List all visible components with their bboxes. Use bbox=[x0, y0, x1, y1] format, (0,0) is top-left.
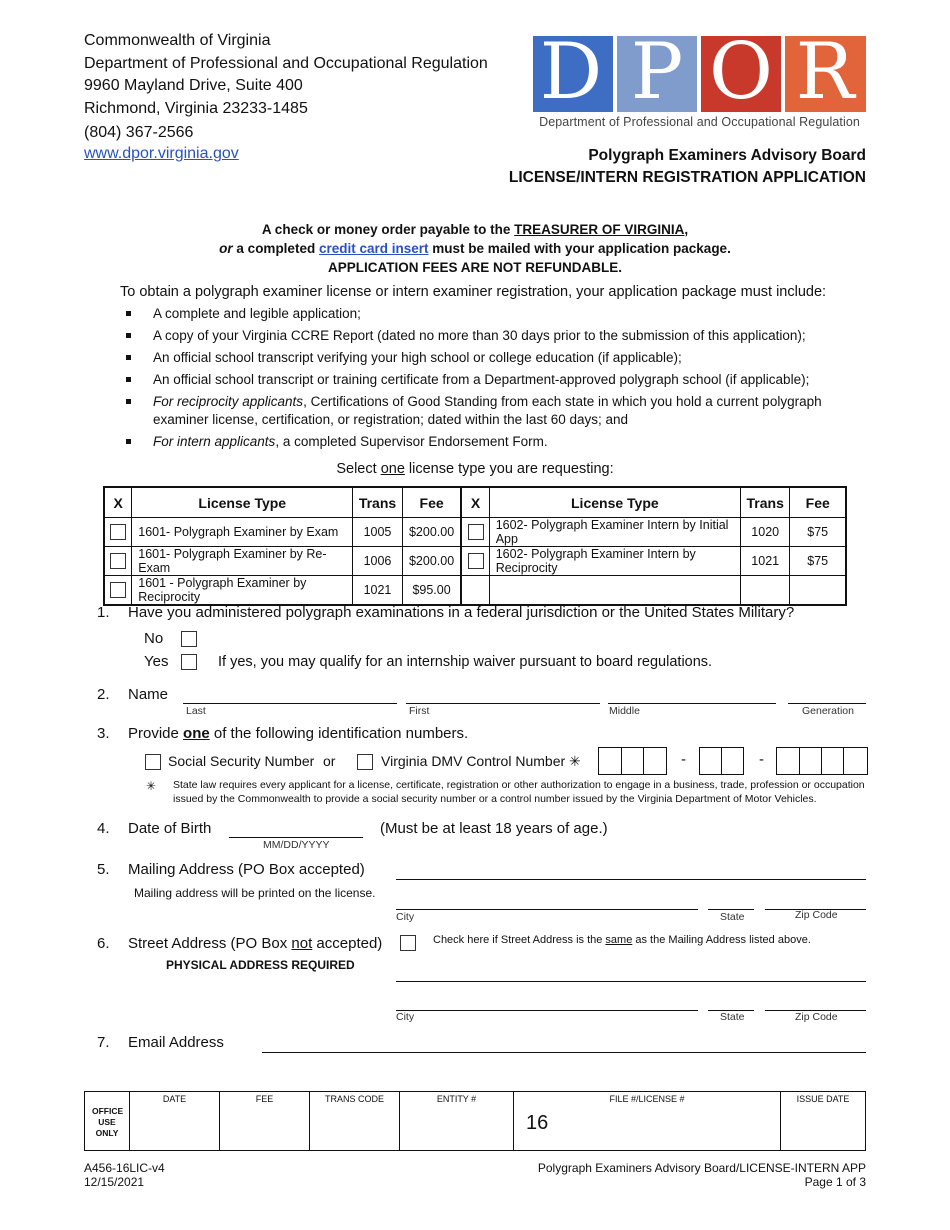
requirement-text: , Certifications of Good Standing from each state in which you hold a current polygraph examiner license, certification, or registration; dated within the last 60 days; and bbox=[153, 394, 822, 427]
same-label-text: as the Mailing Address listed above. bbox=[632, 934, 811, 946]
col-header-license-type: License Type bbox=[489, 487, 740, 518]
age-note: (Must be at least 18 years of age.) bbox=[380, 820, 608, 837]
city-caption: City bbox=[396, 1011, 415, 1023]
middle-name-caption: Middle bbox=[609, 705, 640, 717]
question-number: 4. bbox=[97, 820, 110, 837]
fee-cell: $75 bbox=[790, 518, 846, 547]
form-title: LICENSE/INTERN REGISTRATION APPLICATION bbox=[508, 169, 866, 186]
city-caption: City bbox=[396, 911, 415, 923]
mailing-state-field[interactable] bbox=[708, 909, 754, 910]
mailing-city-field[interactable] bbox=[396, 909, 698, 910]
mailing-street-field[interactable] bbox=[396, 879, 866, 880]
same-label-emphasis: same bbox=[605, 934, 633, 946]
dob-field[interactable] bbox=[229, 837, 363, 838]
license-type-table bbox=[103, 486, 847, 606]
question-number: 7. bbox=[97, 1034, 110, 1051]
q1-no-checkbox[interactable] bbox=[181, 631, 197, 647]
question-1-text: Have you administered polygraph examinations in a federal jurisdiction or the United States Military? bbox=[128, 604, 795, 621]
physical-address-required: PHYSICAL ADDRESS REQUIRED bbox=[166, 958, 355, 972]
id-dash: - bbox=[759, 751, 764, 768]
empty-cell bbox=[461, 576, 489, 606]
table-row bbox=[104, 518, 846, 547]
id-number-part-3[interactable] bbox=[776, 747, 868, 775]
col-header-x: X bbox=[104, 487, 132, 518]
instruction-text: Select bbox=[336, 461, 381, 477]
same-as-mailing-label bbox=[433, 934, 811, 946]
list-item bbox=[120, 433, 865, 451]
logo-letter: D bbox=[539, 36, 603, 112]
dob-label: Date of Birth bbox=[128, 820, 212, 837]
instruction-text: license type you are requesting: bbox=[404, 461, 614, 477]
address-line: Commonwealth of Virginia bbox=[84, 32, 271, 49]
dpor-logo bbox=[533, 36, 866, 112]
requirement-lead: For reciprocity applicants bbox=[153, 394, 304, 409]
payment-or: or bbox=[219, 241, 233, 256]
address-line: 9960 Mayland Drive, Suite 400 bbox=[84, 77, 303, 94]
address-line: Department of Professional and Occupational Regulation bbox=[84, 54, 488, 72]
license-type-cell: 1601- Polygraph Examiner by Exam bbox=[132, 518, 353, 547]
footer-title: Polygraph Examiners Advisory Board/LICENSE-INTERN APP bbox=[537, 1161, 866, 1175]
col-header-trans: Trans bbox=[740, 487, 789, 518]
first-name-caption: First bbox=[409, 705, 430, 717]
mailing-address-label: Mailing Address (PO Box accepted) bbox=[128, 861, 365, 878]
logo-caption: Department of Professional and Occupational Regulation bbox=[539, 115, 860, 129]
email-label: Email Address bbox=[128, 1034, 224, 1051]
office-trans-code-cell: TRANS CODE bbox=[310, 1092, 400, 1151]
list-item bbox=[120, 393, 865, 429]
license-checkbox-1005[interactable] bbox=[110, 524, 126, 540]
requirement-text: , a completed Supervisor Endorsement Form. bbox=[275, 434, 548, 449]
street-address-label bbox=[128, 935, 382, 952]
q3-text: of the following identification numbers. bbox=[209, 725, 469, 742]
dmv-label: Virginia DMV Control Number ✳ bbox=[381, 753, 581, 769]
payment-text: must be mailed with your application package. bbox=[428, 241, 731, 256]
office-use-table bbox=[84, 1091, 866, 1151]
page-number: Page 1 of 3 bbox=[804, 1175, 866, 1189]
street-label-text: Street Address (PO Box bbox=[128, 935, 292, 952]
q1-yes-checkbox[interactable] bbox=[181, 654, 197, 670]
question-number: 5. bbox=[97, 861, 110, 878]
col-header-license-type: License Type bbox=[132, 487, 353, 518]
website-link[interactable]: www.dpor.virginia.gov bbox=[84, 144, 239, 162]
requirements-list bbox=[120, 305, 865, 455]
q1-yes-note: If yes, you may qualify for an internship waiver pursuant to board regulations. bbox=[218, 654, 713, 670]
same-as-mailing-checkbox[interactable] bbox=[400, 935, 416, 951]
last-name-caption: Last bbox=[186, 705, 206, 717]
payee-name: TREASURER OF VIRGINIA bbox=[514, 222, 685, 237]
street-city-field[interactable] bbox=[396, 1010, 698, 1011]
trans-cell: 1006 bbox=[353, 547, 402, 576]
board-name: Polygraph Examiners Advisory Board bbox=[588, 147, 866, 164]
zip-caption: Zip Code bbox=[795, 1011, 838, 1023]
col-header-x: X bbox=[461, 487, 489, 518]
question-number: 1. bbox=[97, 604, 110, 621]
middle-name-field[interactable] bbox=[608, 703, 776, 704]
license-type-cell: 1601- Polygraph Examiner by Re-Exam bbox=[132, 547, 353, 576]
license-checkbox-1021-intern[interactable] bbox=[468, 553, 484, 569]
dob-format: MM/DD/YYYY bbox=[263, 839, 330, 851]
office-entity-cell: ENTITY # bbox=[400, 1092, 514, 1151]
table-header-row bbox=[104, 487, 846, 518]
question-number: 2. bbox=[97, 686, 110, 703]
name-label: Name bbox=[128, 686, 169, 703]
office-date-cell: DATE bbox=[130, 1092, 220, 1151]
form-date: 12/15/2021 bbox=[84, 1175, 145, 1189]
license-checkbox-cell bbox=[461, 547, 489, 576]
payment-line-2 bbox=[0, 241, 950, 256]
mailing-address-note: Mailing address will be printed on the license. bbox=[134, 886, 376, 900]
last-name-field[interactable] bbox=[183, 703, 397, 704]
phone-number: (804) 367-2566 bbox=[84, 124, 194, 141]
footer-right bbox=[538, 1161, 866, 1189]
office-use-label bbox=[85, 1092, 130, 1151]
col-header-fee: Fee bbox=[790, 487, 846, 518]
license-checkbox-cell bbox=[104, 547, 132, 576]
generation-caption: Generation bbox=[802, 705, 854, 717]
question-3-text bbox=[128, 725, 468, 742]
trans-cell: 1005 bbox=[353, 518, 402, 547]
address-line: Richmond, Virginia 23233-1485 bbox=[84, 99, 308, 117]
no-refund-notice: APPLICATION FEES ARE NOT REFUNDABLE. bbox=[327, 260, 622, 275]
fee-cell: $200.00 bbox=[402, 518, 461, 547]
logo-letter: O bbox=[709, 36, 773, 112]
id-dash: - bbox=[681, 751, 686, 768]
list-item bbox=[120, 371, 865, 389]
office-use-text: OFFICE USE ONLY bbox=[92, 1105, 124, 1138]
requirement-text: A complete and legible application; bbox=[153, 306, 361, 321]
state-caption: State bbox=[720, 911, 745, 923]
state-caption: State bbox=[720, 1011, 745, 1023]
payment-text: , bbox=[684, 222, 689, 237]
license-checkbox-cell bbox=[461, 518, 489, 547]
credit-card-insert-link[interactable]: credit card insert bbox=[318, 241, 429, 256]
payment-line-1 bbox=[0, 222, 950, 237]
requirement-text: An official school transcript or training certificate from a Department-approved polygraph school (if applicable); bbox=[153, 372, 810, 387]
ssn-checkbox[interactable] bbox=[145, 754, 161, 770]
requirement-lead: For intern applicants bbox=[153, 434, 276, 449]
fee-cell: $95.00 bbox=[402, 576, 461, 606]
trans-cell: 1021 bbox=[740, 547, 789, 576]
agency-address bbox=[84, 30, 488, 163]
empty-cell bbox=[489, 576, 740, 606]
logo-letter: P bbox=[630, 36, 684, 112]
same-label-text: Check here if Street Address is the bbox=[433, 934, 606, 946]
empty-cell bbox=[790, 576, 846, 606]
table-row bbox=[104, 547, 846, 576]
file-license-caption: FILE #/LICENSE # bbox=[609, 1094, 685, 1104]
form-id: A456-16LIC-v4 bbox=[84, 1161, 165, 1175]
fee-cell: $75 bbox=[790, 547, 846, 576]
dmv-checkbox[interactable] bbox=[357, 754, 373, 770]
q3-emphasis: one bbox=[183, 725, 210, 742]
license-type-cell: 1601 - Polygraph Examiner by Reciprocity bbox=[132, 576, 353, 606]
trans-cell: 1021 bbox=[353, 576, 402, 606]
file-license-prefix: 16 bbox=[526, 1112, 549, 1134]
q1-no-label: No bbox=[144, 630, 164, 647]
asterisk-icon: ✳ bbox=[146, 779, 157, 793]
question-number: 6. bbox=[97, 935, 110, 952]
id-number-part-2[interactable] bbox=[699, 747, 744, 775]
list-item bbox=[120, 305, 865, 323]
street-address-field[interactable] bbox=[396, 981, 866, 982]
generation-field[interactable] bbox=[788, 703, 866, 704]
logo-letter: R bbox=[795, 36, 855, 112]
license-select-instruction bbox=[0, 461, 950, 477]
first-name-field[interactable] bbox=[406, 703, 600, 704]
requirement-text: A copy of your Virginia CCRE Report (dated no more than 30 days prior to the submission of this application); bbox=[153, 328, 806, 343]
requirements-intro: To obtain a polygraph examiner license or intern examiner registration, your application package must include: bbox=[120, 284, 827, 300]
fee-cell: $200.00 bbox=[402, 547, 461, 576]
payment-text: A check or money order payable to the bbox=[261, 222, 515, 237]
office-row bbox=[85, 1092, 866, 1151]
dpor-logo-graphic bbox=[533, 36, 866, 112]
office-issue-date-cell: ISSUE DATE bbox=[781, 1092, 866, 1151]
license-type-cell: 1602- Polygraph Examiner Intern by Initial App bbox=[489, 518, 740, 547]
table-row bbox=[104, 576, 846, 606]
empty-cell bbox=[740, 576, 789, 606]
license-checkbox-1020[interactable] bbox=[468, 524, 484, 540]
license-checkbox-cell bbox=[104, 518, 132, 547]
office-fee-cell: FEE bbox=[220, 1092, 310, 1151]
license-checkbox-1021[interactable] bbox=[110, 582, 126, 598]
requirement-text: An official school transcript verifying your high school or college education (if applicable); bbox=[153, 350, 682, 365]
street-label-text: accepted) bbox=[312, 935, 383, 952]
list-item bbox=[120, 349, 865, 367]
office-file-license-cell bbox=[514, 1092, 781, 1151]
email-field[interactable] bbox=[262, 1052, 866, 1053]
id-number-part-1[interactable] bbox=[598, 747, 667, 775]
q3-text: Provide bbox=[128, 725, 184, 742]
col-header-trans: Trans bbox=[353, 487, 402, 518]
license-type-cell: 1602- Polygraph Examiner Intern by Reciprocity bbox=[489, 547, 740, 576]
list-item bbox=[120, 327, 865, 345]
col-header-fee: Fee bbox=[402, 487, 461, 518]
trans-cell: 1020 bbox=[740, 518, 789, 547]
street-label-not: not bbox=[291, 935, 313, 952]
zip-caption: Zip Code bbox=[795, 909, 838, 921]
license-checkbox-1006[interactable] bbox=[110, 553, 126, 569]
or-label: or bbox=[323, 753, 336, 769]
q1-yes-label: Yes bbox=[144, 653, 169, 670]
footer-left bbox=[84, 1161, 165, 1189]
ssn-law-note: State law requires every applicant for a license, certificate, registration or other authorization to engage in a business, trade, profession or occupation issued by the Commonwealth to provide a social security number or a control number issued by the Virginia Department of Motor Vehicles. bbox=[173, 779, 865, 805]
payment-text: a completed bbox=[232, 241, 319, 256]
license-checkbox-cell bbox=[104, 576, 132, 606]
question-number: 3. bbox=[97, 725, 110, 742]
instruction-emphasis: one bbox=[380, 461, 405, 477]
ssn-label: Social Security Number bbox=[168, 753, 315, 769]
